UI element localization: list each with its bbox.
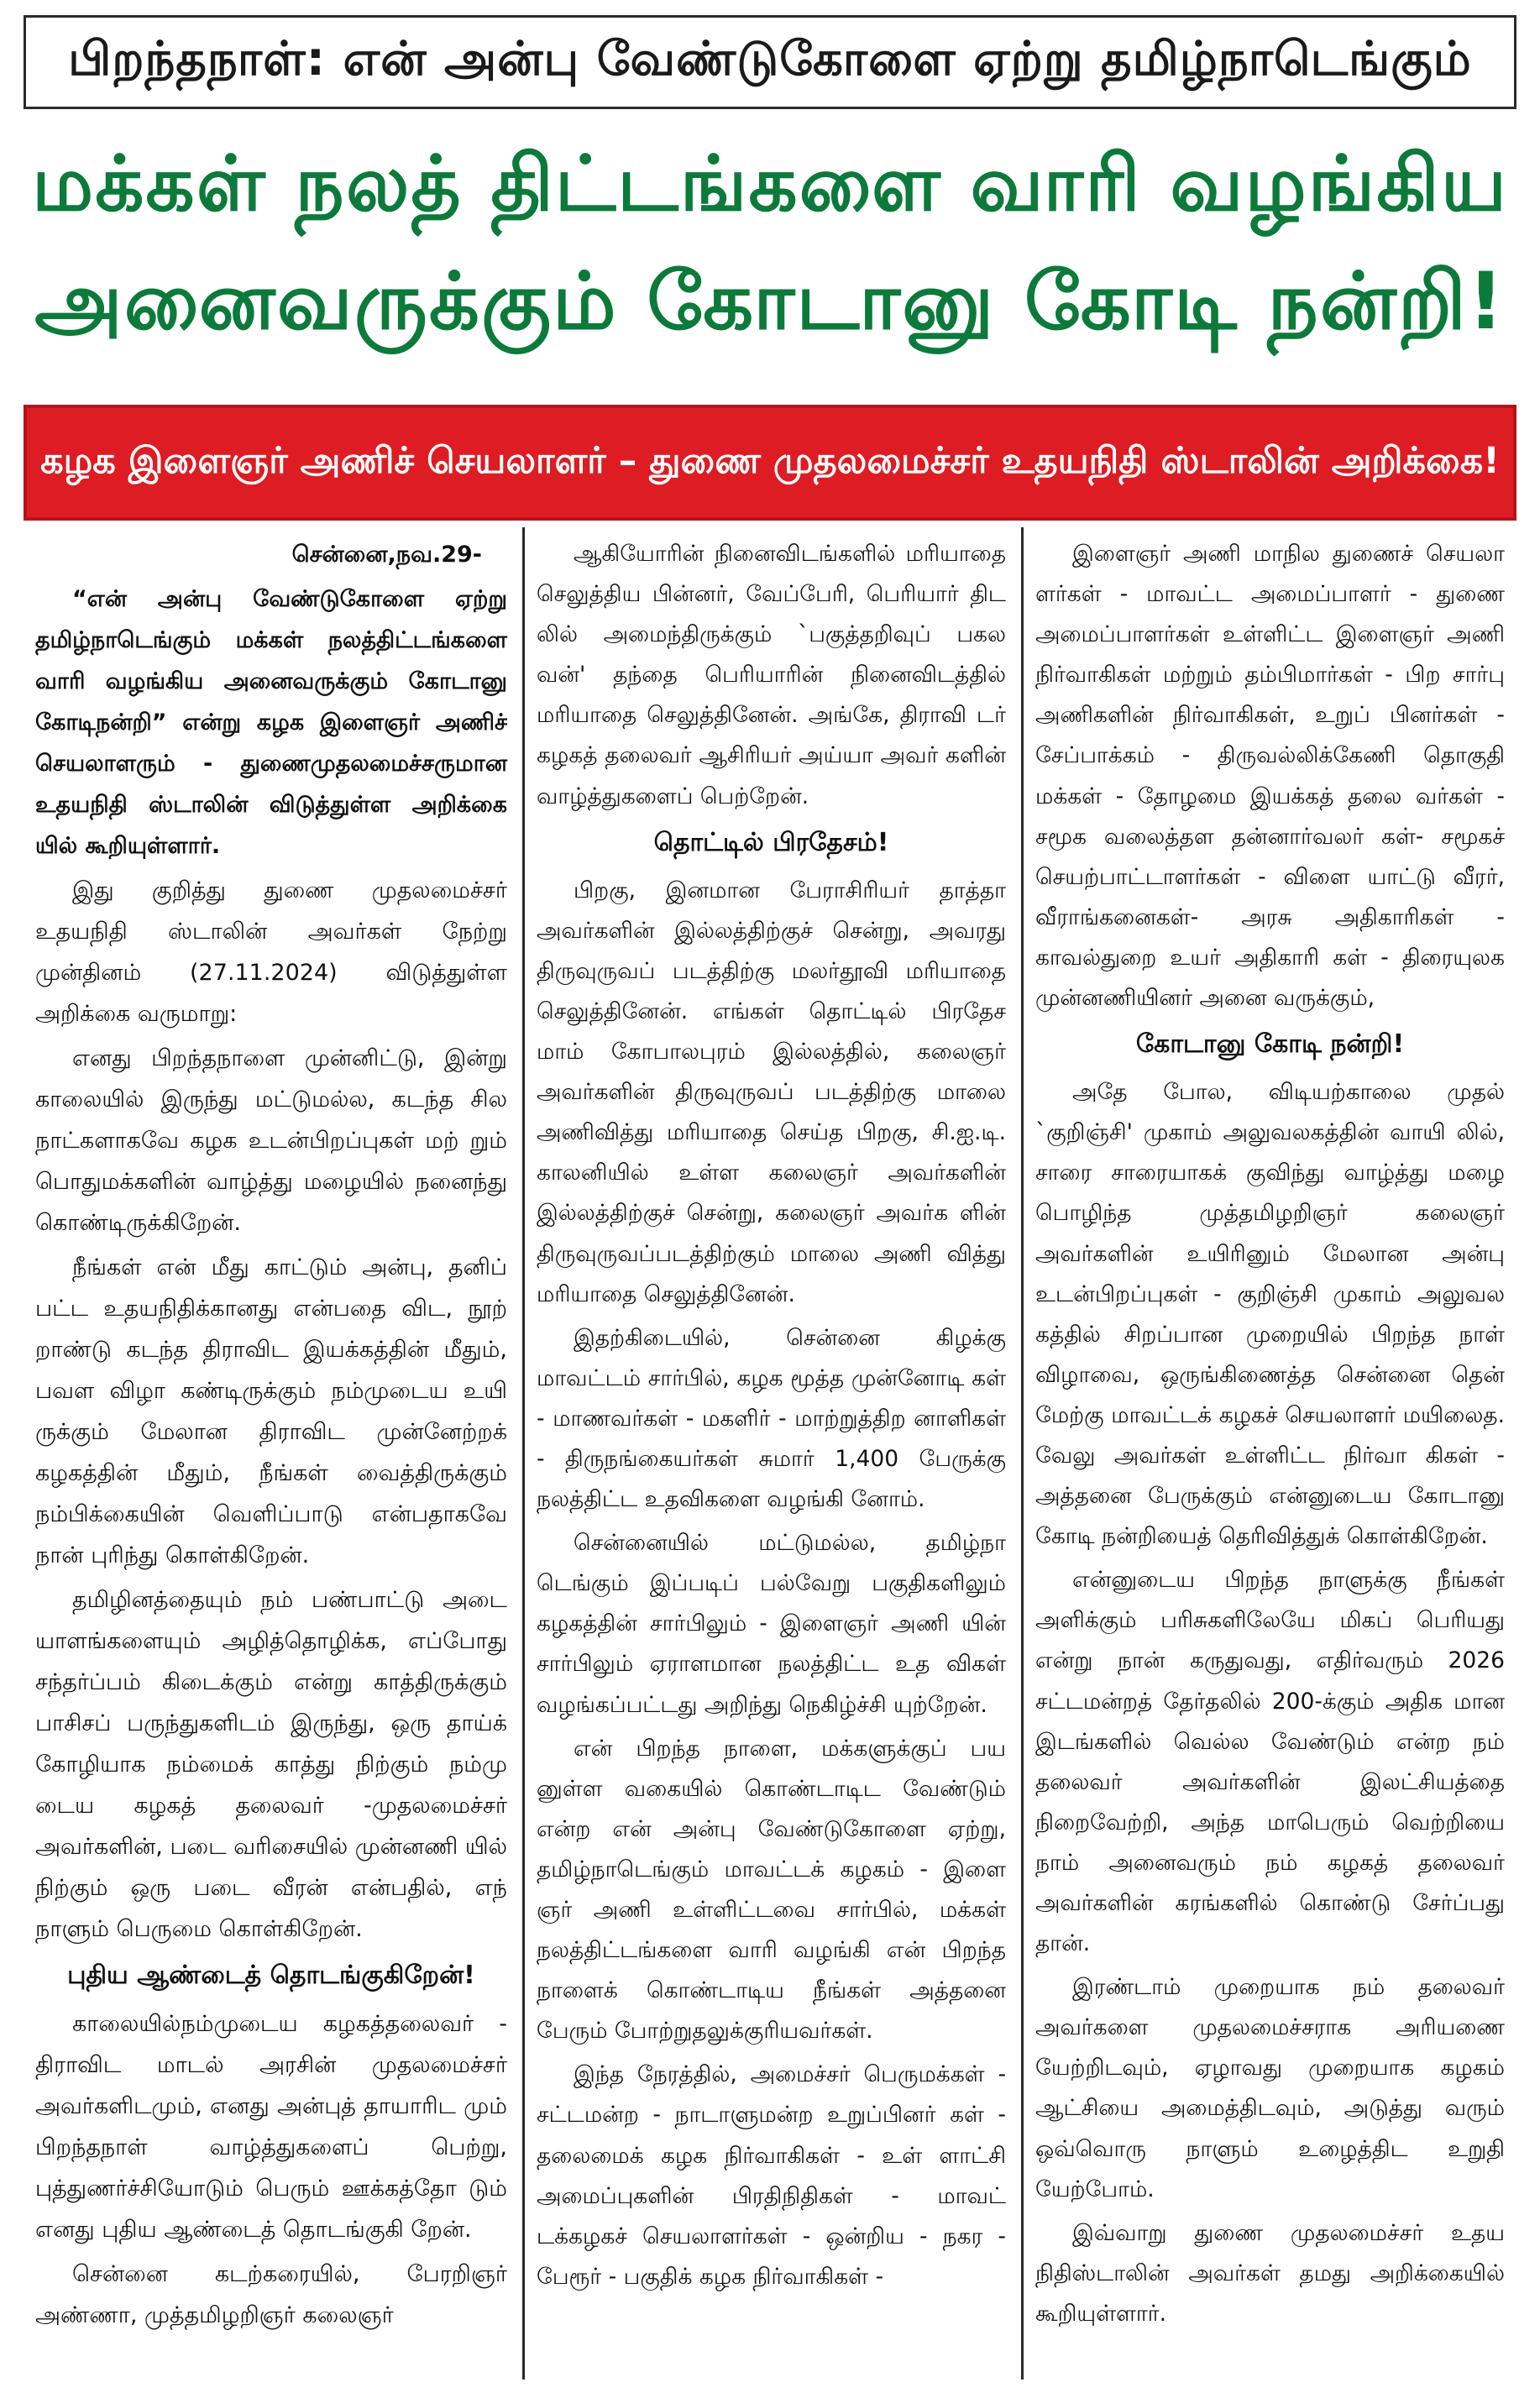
paragraph: எனது பிறந்தநாளை முன்னிட்டு, இன்று காலையில் இருந்து மட்டுமல்ல, கடந்த சில நாட்களாகவே கழக உடன்பிறப்புகள் மற் றும் பொதுமக்களின் வாழ்த்து மழையில் நனைந்து கொண்டிருக்கிறேன். [35, 1045, 507, 1236]
headline-line-2: அனைவருக்கும் கோடானு கோடி நன்றி! [34, 256, 1506, 348]
paragraph: அதே போல, விடியற்காலை முதல் `குறிஞ்சி' முகாம் அலுவலகத்தின் வாயி லில், சாரை சாரையாகக் குவிந்து வாழ்த்து மழை பொழிந்த முத்தமிழறிஞர் கலைஞர் அவர்களின் உயிரினும் மேலான அன்பு உடன்பிறப்புகள் - குறிஞ்சி முகாம் அலுவல கத்தில் சிறப்பான முறையில் பிறந்த நாள் விழாவை, ஒருங்கிணைத்த சென்னை தென் மேற்கு மாவட்டக் கழகச் செயலாளர் மயிலைத. வேலு அவர்கள் உள்ளிட்ட நிர்வா கிகள் - அத்தனை பேருக்கும் என்னுடைய கோடானு கோடி நன்றியைத் தெரிவித்துக் கொள்கிறேன். [1035, 1079, 1505, 1550]
paragraph: சென்னையில் மட்டுமல்ல, தமிழ்நா டெங்கும் இப்படிப் பல்வேறு பகுதிகளிலும் கழகத்தின் சார்பிலும் - இளைஞர் அணி யின் சார்பிலும் ஏராளமான நலத்திட்ட உத விகள் வழங்கப்பட்டது அறிந்து நெகிழ்ச்சி யுற்றேன். [537, 1530, 1006, 1718]
paragraph: இவ்வாறு துணை முதலமைச்சர் உதய நிதிஸ்டாலின் அவர்கள் தமது அறிக்கையில் கூறியுள்ளார். [1035, 2219, 1505, 2327]
lead-paragraph: “என் அன்பு வேண்டுகோளை ஏற்று தமிழ்நாடெங்கும் மக்கள் நலத்திட்டங்களை வாரி வழங்கிய அனைவருக்கும் கோடானு கோடிநன்றி” என்று கழக இளைஞர் அணிச் செயலாளரும் - துணைமுதலமைச்சருமான உதயநிதி ஸ்டாலின் விடுத்துள்ள அறிக்கை யில் கூறியுள்ளார். [35, 586, 507, 859]
column-3 [1021, 527, 1516, 2380]
kicker-box [24, 15, 1516, 109]
paragraph: இந்த நேரத்தில், அமைச்சர் பெருமக்கள் - சட்டமன்ற - நாடாளுமன்ற உறுப்பினர் கள் - தலைமைக் கழக நிர்வாகிகள் - உள் ளாட்சி அமைப்புகளின் பிரதிநிதிகள் - மாவட் டக்கழகச் செயலாளர்கள் - ஒன்றிய - நகர - பேரூர் - பகுதிக் கழக நிர்வாகிகள் - [537, 2061, 1006, 2290]
subheading: தொட்டில் பிரதேசம்! [653, 827, 889, 857]
banner-text: கழக இளைஞர் அணிச் செயலாளர் – துணை முதலமைச்சர் உதயநிதி ஸ்டாலின் அறிக்கை! [40, 439, 1500, 482]
paragraph: இளைஞர் அணி மாநில துணைச் செயலா ளர்கள் - மாவட்ட அமைப்பாளர் - துணை அமைப்பாளர்கள் உள்ளிட்ட இளைஞர் அணி நிர்வாகிகள் மற்றும் தம்பிமார்கள் - பிற சார்பு அணிகளின் நிர்வாகிகள், உறுப் பினர்கள் - சேப்பாக்கம் - திருவல்லிக்கேணி தொகுதி மக்கள் - தோழமை இயக்கத் தலை வர்கள் - சமூக வலைத்தள தன்னார்வலர் கள்- சமூகச் செயற்பாட்டாளர்கள் - விளை யாட்டு வீரர், வீராங்கனைகள்- அரசு அதிகாரிகள் - காவல்துறை உயர் அதிகாரி கள் - திரையுலக முன்னணியினர் அனை வருக்கும், [1035, 541, 1505, 1012]
paragraph: ஆகியோரின் நினைவிடங்களில் மரியாதை செலுத்திய பின்னர், வேப்பேரி, பெரியார் திட லில் அமைந்திருக்கும் `பகுத்தறிவுப் பகல வன்' தந்தை பெரியாரின் நினைவிடத்தில் மரியாதை செலுத்தினேன். அங்கே, திராவி டர் கழகத் தலைவர் ஆசிரியர் அய்யா அவர் களின் வாழ்த்துகளைப் பெற்றேன். [537, 541, 1006, 809]
paragraph: இரண்டாம் முறையாக நம் தலைவர் அவர்களை முதலமைச்சராக அரியணை யேற்றிடவும், ஏழாவது முறையாக கழகம் ஆட்சியை அமைத்திடவும், அடுத்து வரும் ஒவ்வொரு நாளும் உழைத்திட உறுதி யேற்போம். [1035, 1974, 1505, 2202]
dateline: சென்னை,நவ.29- [291, 542, 482, 568]
headline-line-1: மக்கள் நலத் திட்டங்களை வாரி வழங்கிய [32, 140, 1508, 228]
paragraph: பிறகு, இனமான பேராசிரியர் தாத்தா அவர்களின் இல்லத்திற்குச் சென்று, அவரது திருவுருவப் படத்திற்கு மலர்தூவி மரியாதை செலுத்தினேன். எங்கள் தொட்டில் பிரதேச மாம் கோபாலபுரம் இல்லத்தில், கலைஞர் அவர்களின் திருவுருவப் படத்திற்கு மாலை அணிவித்து மரியாதை செய்த பிறகு, சி.ஐ.டி. காலனியில் உள்ள கலைஞர் அவர்களின் இல்லத்திற்குச் சென்று, கலைஞர் அவர்க ளின் திருவுருவப்படத்திற்கும் மாலை அணி வித்து மரியாதை செலுத்தினேன். [537, 877, 1006, 1307]
red-banner [24, 405, 1516, 521]
paragraph: காலையில்நம்முடைய கழகத்தலைவர் - திராவிட மாடல் அரசின் முதலமைச்சர் அவர்களிடமும், எனது அன்புத் தாயாரிட மும் பிறந்தநாள் வாழ்த்துகளைப் பெற்று, புத்துணர்ச்சியோடும் பெரும் ஊக்கத்தோ டும் எனது புதிய ஆண்டைத் தொடங்குகி றேன். [35, 2011, 507, 2243]
subheading: கோடானு கோடி நன்றி! [1135, 1029, 1405, 1060]
column-1 [24, 527, 519, 2380]
column-2 [522, 527, 1018, 2380]
subheading: புதிய ஆண்டைத் தொடங்குகிறேன்! [67, 1961, 475, 1990]
paragraph: என் பிறந்த நாளை, மக்களுக்குப் பய னுள்ள வகையில் கொண்டாடிட வேண்டும் என்ற என் அன்பு வேண்டுகோளை ஏற்று, தமிழ்நாடெங்கும் மாவட்டக் கழகம் - இளை ஞர் அணி உள்ளிட்டவை சார்பில், மக்கள் நலத்திட்டங்களை வாரி வழங்கி என் பிறந்த நாளைக் கொண்டாடிய நீங்கள் அத்தனை பேரும் போற்றுதலுக்குரியவர்கள். [537, 1735, 1006, 2045]
paragraph: என்னுடைய பிறந்த நாளுக்கு நீங்கள் அளிக்கும் பரிசுகளிலேயே மிகப் பெரியது என்று நான் கருதுவது, எதிர்வரும் 2026 சட்டமன்றத் தேர்தலில் 200-க்கும் அதிக மான இடங்களில் வெல்ல வேண்டும் என்ற நம் தலைவர் அவர்களின் இலட்சியத்தை நிறைவேற்றி, அந்த மாபெரும் வெற்றியை நாம் அனைவரும் நம் கழகத் தலைவர் அவர்களின் கரங்களில் கொண்டு சேர்ப்பது தான். [1035, 1567, 1505, 1957]
article-columns [24, 527, 1516, 2380]
paragraph: நீங்கள் என் மீது காட்டும் அன்பு, தனிப் பட்ட உதயநிதிக்கானது என்பதை விட, நூற் றாண்டு கடந்த திராவிட இயக்கத்தின் மீதும், பவள விழா கண்டிருக்கும் நம்முடைய உயி ருக்கும் மேலான திராவிட முன்னேற்றக் கழகத்தின் மீதும், நீங்கள் வைத்திருக்கும் நம்பிக்கையின் வெளிப்பாடு என்பதாகவே நான் புரிந்து கொள்கிறேன். [35, 1254, 507, 1568]
paragraph: இது குறித்து துணை முதலமைச்சர் உதயநிதி ஸ்டாலின் அவர்கள் நேற்று முன்தினம் (27.11.2024) விடுத்துள்ள அறிக்கை வருமாறு: [35, 877, 507, 1027]
main-headline [24, 126, 1516, 361]
paragraph: இதற்கிடையில், சென்னை கிழக்கு மாவட்டம் சார்பில், கழக மூத்த முன்னோடி கள் - மாணவர்கள் - மகளிர் - மாற்றுத்திற னாளிகள் - திருநங்கையர்கள் சுமார் 1,400 பேருக்கு நலத்திட்ட உதவிகளை வழங்கி னோம். [537, 1324, 1006, 1513]
kicker-headline: பிறந்தநாள்: என் அன்பு வேண்டுகோளை ஏற்று தமிழ்நாடெங்கும் [68, 32, 1472, 86]
paragraph: சென்னை கடற்கரையில், பேரறிஞர் அண்ணா, முத்தமிழறிஞர் கலைஞர் [35, 2261, 507, 2328]
paragraph: தமிழினத்தையும் நம் பண்பாட்டு அடை யாளங்களையும் அழித்தொழிக்க, எப்போது சந்தர்ப்பம் கிடைக்கும் என்று காத்திருக்கும் பாசிசப் பருந்துகளிடம் இருந்து, ஒரு தாய்க் கோழியாக நம்மைக் காத்து நிற்கும் நம்மு டைய கழகத் தலைவர் -முதலமைச்சர் அவர்களின், படை வரிசையில் முன்னணி யில் நிற்கும் ஒரு படை வீரன் என்பதில், எந் நாளும் பெருமை கொள்கிறேன். [35, 1587, 507, 1942]
